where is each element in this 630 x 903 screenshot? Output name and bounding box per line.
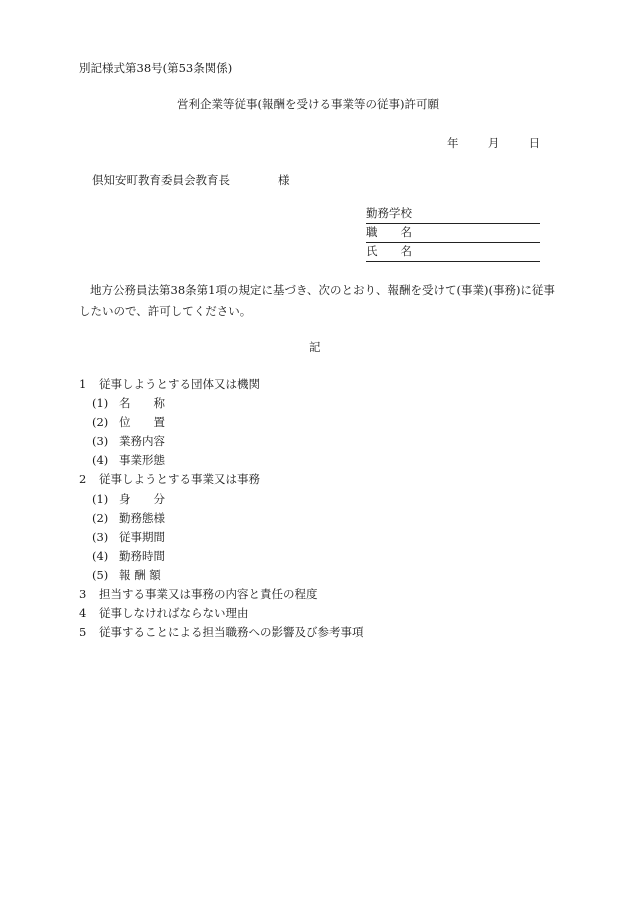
item-2-sub-4: (4) 勤務時間 (92, 548, 165, 563)
date-year: 年 (447, 136, 459, 150)
addressee-name: 倶知安町教育委員会教育長 (92, 173, 230, 187)
item-list (79, 375, 364, 642)
date-day: 日 (528, 136, 541, 150)
item-1: 1 従事しようとする団体又は機関 (79, 377, 260, 391)
item-2-sub-2: (2) 勤務態様 (92, 510, 165, 525)
item-4: 4 従事しなければならない理由 (79, 606, 249, 621)
item-5: 5 従事することによる担当職務への影響及び参考事項 (79, 625, 364, 640)
ki-heading: 記 (309, 340, 321, 354)
addressee-suffix: 様 (278, 173, 290, 187)
item-2-sub-1: (1) 身 分 (92, 491, 165, 506)
applicant-name-field (366, 243, 540, 262)
applicant-school-label: 勤務学校 (366, 206, 412, 220)
item-2-sub-5: (5) 報 酬 額 (92, 567, 161, 582)
item-1-sub-3: (3) 業務内容 (92, 434, 165, 449)
body-paragraph: 地方公務員法第38条第1項の規定に基づき、次のとおり、報酬を受けて(事業)(事務)に従事したいので、許可してください。 (79, 283, 555, 318)
applicant-name-label: 氏 名 (366, 244, 412, 258)
form-number: 別記様式第38号(第53条関係) (79, 61, 233, 75)
item-2-sub-3: (3) 従事期間 (92, 529, 165, 544)
item-1-sub-2: (2) 位 置 (92, 415, 165, 430)
item-1-sub-1: (1) 名 称 (92, 396, 165, 411)
addressee (92, 174, 290, 188)
document-title: 営利企業等従事(報酬を受ける事業等の従事)許可願 (177, 97, 439, 111)
applicant-position-label: 職 名 (366, 225, 412, 239)
applicant-position-field (366, 224, 540, 243)
item-2: 2 従事しようとする事業又は事務 (79, 472, 260, 487)
item-1-sub-4: (4) 事業形態 (92, 453, 165, 468)
date-month: 月 (487, 136, 500, 150)
applicant-school-field (366, 205, 540, 224)
date-line (447, 137, 540, 151)
item-3: 3 担当する事業又は事務の内容と責任の程度 (79, 587, 318, 602)
